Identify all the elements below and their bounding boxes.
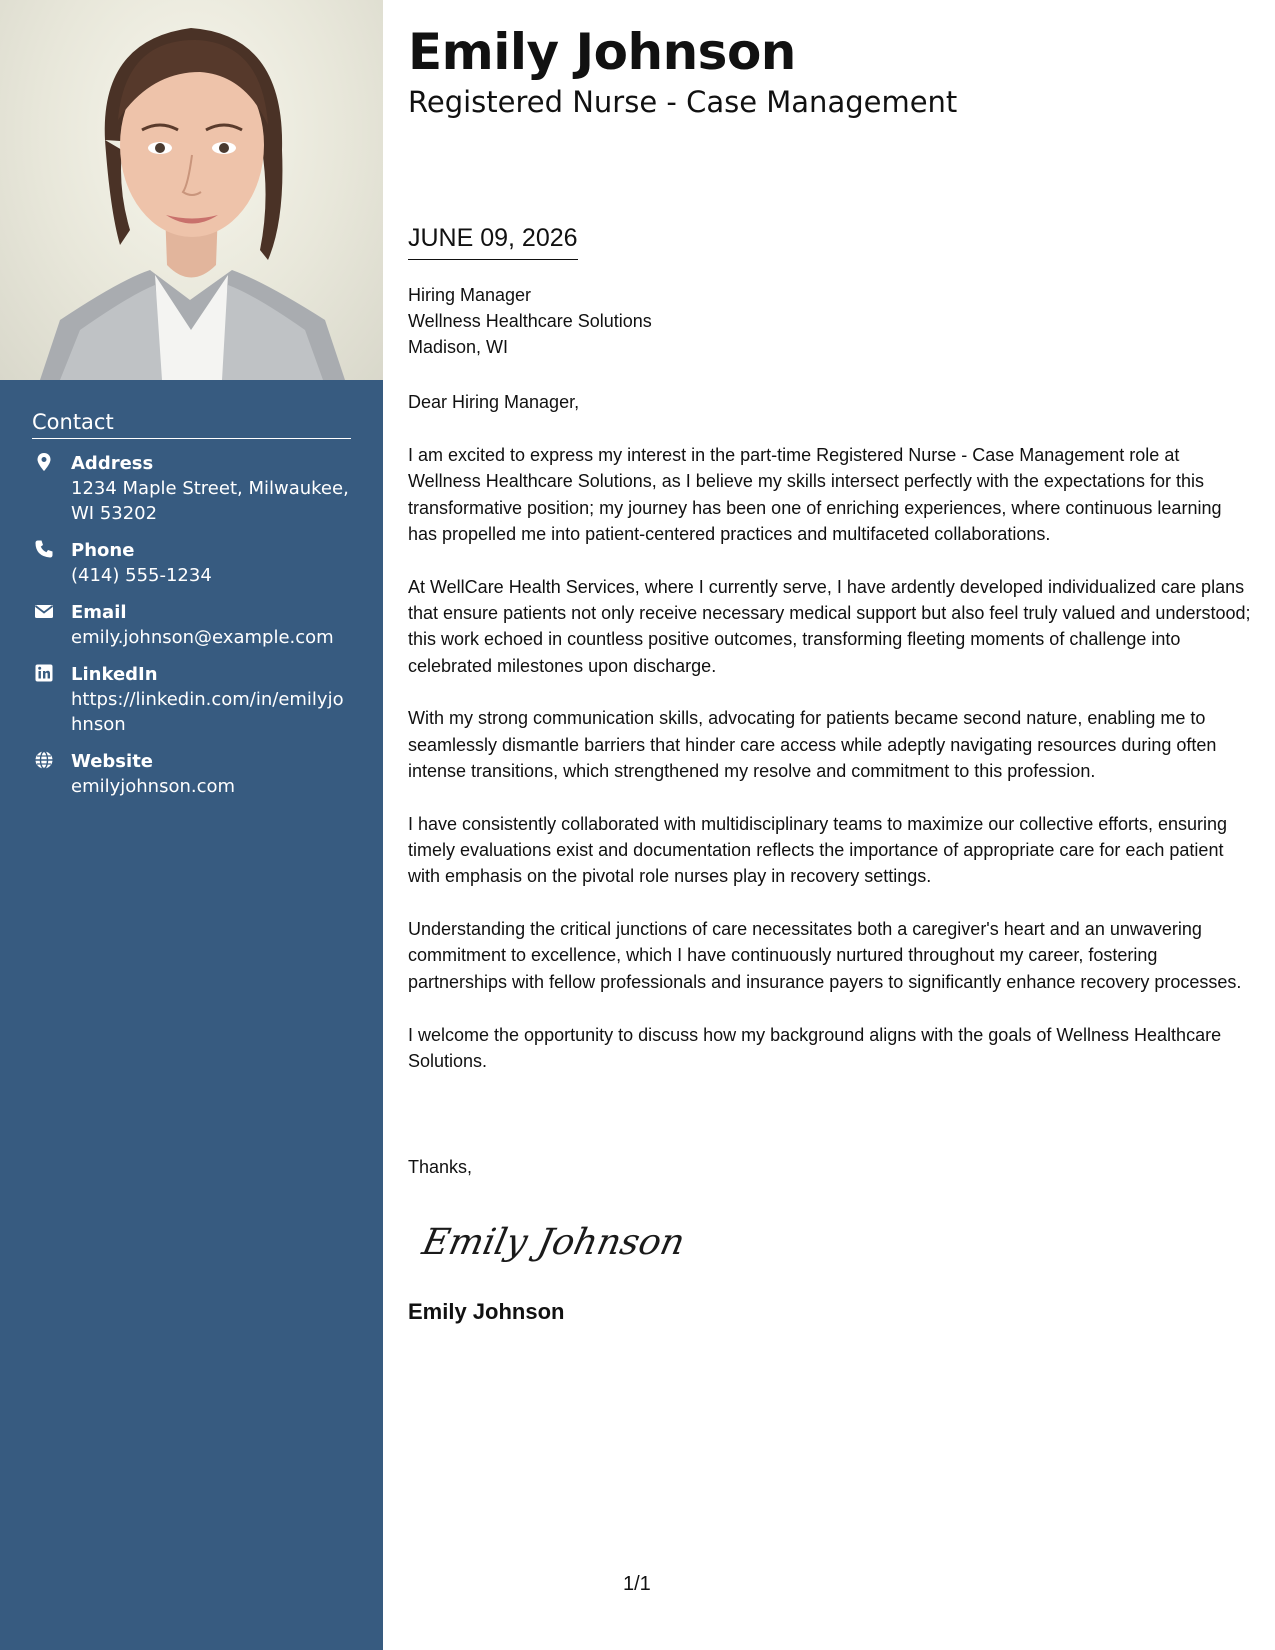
- profile-photo: [0, 0, 383, 380]
- body-paragraph: I am excited to express my interest in the part-time Registered Nurse - Case Management role at Wellness Healthcare Solutions, as I believe my skills intersect perfectly with the expectations for this transformative position; my journey has been one of enriching experiences, where continuous learning has propelled me into patient-centered practices and multifaceted collaborations.: [408, 445, 1222, 544]
- applicant-name: Emily Johnson: [408, 23, 796, 81]
- body-paragraph: Understanding the critical junctions of care necessitates both a caregiver's heart and an unwavering commitment to excellence, which I have continuously nurtured throughout my career, fostering partnerships with fellow professionals and insurance payers to significantly enhance recovery processes.: [408, 919, 1242, 992]
- body-paragraph: I welcome the opportunity to discuss how my background aligns with the goals of Wellness Healthcare Solutions.: [408, 1024, 1222, 1071]
- contact-item-linkedin: [32, 662, 351, 737]
- salutation: Dear Hiring Manager,: [408, 392, 580, 412]
- phone-value[interactable]: (414) 555-1234: [71, 565, 212, 586]
- portrait-illustration: [0, 0, 383, 380]
- phone-icon: [34, 539, 54, 559]
- body-paragraph: With my strong communication skills, advocating for patients became second nature, enabling me to seamlessly dismantle barriers that hinder care access while adeptly navigating resources during often intense transitions, which strengthened my resolve and commitment to this profession.: [408, 708, 1217, 781]
- globe-icon: [34, 750, 54, 770]
- email-value[interactable]: emily.johnson@example.com: [71, 627, 334, 648]
- contact-section: [32, 410, 351, 799]
- contact-heading: Contact: [32, 410, 351, 439]
- recipient-line: Hiring Manager: [408, 285, 532, 305]
- letter-body: [408, 442, 1253, 1101]
- website-value[interactable]: emilyjohnson.com: [71, 776, 236, 797]
- contact-item-website: [32, 749, 351, 799]
- recipient-block: [408, 282, 652, 360]
- handwritten-signature: [418, 1210, 689, 1280]
- contact-label: Address: [71, 453, 154, 474]
- contact-label: Website: [71, 751, 154, 772]
- linkedin-value[interactable]: https://linkedin.com/in/emilyjohnson: [71, 689, 344, 735]
- address-value: 1234 Maple Street, Milwaukee, WI 53202: [71, 478, 349, 524]
- map-pin-icon: [34, 452, 54, 472]
- closing: Thanks,: [408, 1157, 473, 1177]
- contact-item-address: [32, 451, 351, 526]
- contact-label: Phone: [71, 540, 135, 561]
- recipient-line: Madison, WI: [408, 337, 509, 357]
- job-title: Registered Nurse - Case Management: [408, 85, 958, 119]
- signature-text: Emily Johnson: [418, 1220, 689, 1263]
- sidebar: [0, 0, 383, 1650]
- body-paragraph: I have consistently collaborated with multidisciplinary teams to maximize our collective efforts, ensuring timely evaluations exist and documentation reflects the importance of appropriate care for each patient with emphasis on the pivotal role nurses play in recovery settings.: [408, 813, 1228, 887]
- contact-label: LinkedIn: [71, 664, 158, 685]
- envelope-icon: [34, 601, 54, 621]
- letter-date: JUNE 09, 2026: [408, 222, 578, 260]
- contact-label: Email: [71, 602, 127, 623]
- signer-name: Emily Johnson: [408, 1299, 565, 1324]
- page-number: 1/1: [623, 1573, 651, 1595]
- contact-item-phone: [32, 538, 351, 588]
- recipient-line: Wellness Healthcare Solutions: [408, 311, 652, 331]
- contact-item-email: [32, 600, 351, 650]
- linkedin-icon: [34, 663, 54, 683]
- body-paragraph: At WellCare Health Services, where I currently serve, I have ardently developed individualized care plans that ensure patients not only receive necessary medical support but also feel truly valued and understood; this work echoed in countless positive outcomes, transforming fleeting moments of challenge into celebrated milestones upon discharge.: [408, 576, 1251, 676]
